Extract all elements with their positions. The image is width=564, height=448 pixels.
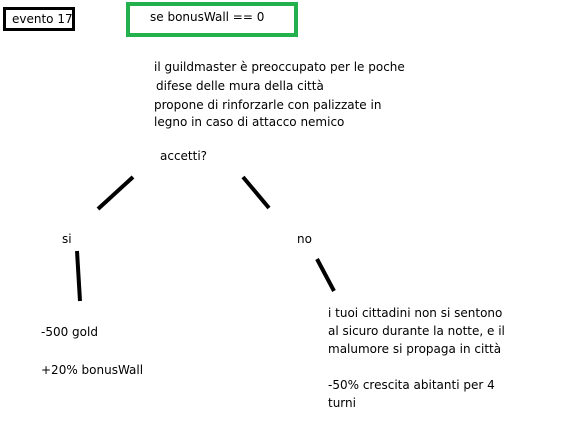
option-yes-label: si [62,232,72,246]
no-description-line: malumore si propaga in città [328,342,502,356]
no-effect-line: turni [328,396,356,410]
outcome-bonuswall: +20% bonusWall [41,363,144,377]
branch-line-no [243,177,269,208]
option-no-label: no [297,232,312,246]
description-line: legno in caso di attacco nemico [154,115,345,129]
outcome-gold: -500 gold [41,325,98,339]
no-effect-line: -50% crescita abitanti per 4 [328,378,495,392]
outcome-line-no [317,259,334,291]
description-line: il guildmaster è preoccupato per le poche [154,60,405,74]
event-label: evento 17 [12,12,73,26]
condition-text: se bonusWall == 0 [150,10,265,24]
description-line: propone di rinforzarle con palizzate in [154,98,382,112]
question-text: accetti? [160,149,208,163]
no-description-line: al sicuro durante la notte, e il [328,324,505,338]
outcome-line-yes [77,251,80,301]
branch-line-yes [98,177,133,209]
no-description-line: i tuoi cittadini non si sentono [328,306,503,320]
description-line: difese delle mura della città [156,79,324,93]
